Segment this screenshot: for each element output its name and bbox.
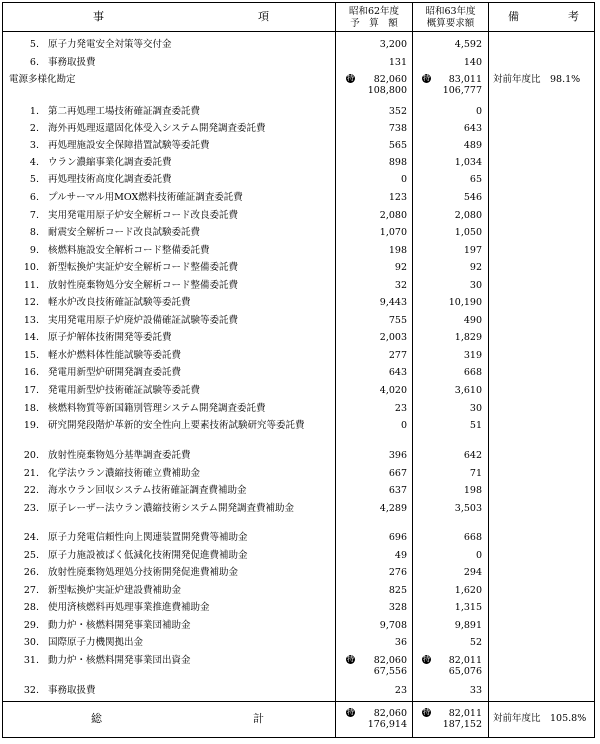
row-fy62-value: 49 [394,550,407,561]
row-label: 化学法ウラン濃縮技術確立費補助金 [48,468,201,479]
row-fy63-value: 546 [463,192,482,203]
row-number: 4. [29,157,39,168]
row-fy63-value: 489 [463,140,482,151]
row-number: 5. [29,174,39,185]
row-fy63-value: 65 [469,174,482,185]
total-label-char2: 計 [253,712,264,725]
account-fy63-value-a: 83,011 [448,74,482,85]
row-label: 原子炉解体技術開発等委託費 [48,332,172,343]
row-label: 動力炉・核燃料開発事業団補助金 [48,620,191,631]
row-label: 第二再処理工場技術確証調査委託費 [48,106,201,117]
row-number: 25. [23,550,39,561]
row-fy63-value: 1,829 [454,332,482,343]
row-label: ウラン濃縮事業化調査委託費 [48,157,172,168]
row-label: 再処理技術高度化調査委託費 [48,174,172,185]
account-row [3,74,594,98]
row-fy63-value: 10,190 [448,297,482,308]
row-fy63-value: 33 [469,685,482,696]
row-fy62-value: 123 [388,192,407,203]
row-fy63-value: 3,503 [454,503,482,514]
row-fy63-value: 294 [463,567,482,578]
row-number: 26. [23,567,39,578]
row-number: 15. [23,350,39,361]
row-fy63-value: 0 [475,106,482,117]
total-row [3,708,594,732]
row-number: 16. [23,367,39,378]
header-remarks-char2: 考 [568,10,579,23]
column-divider [412,3,413,737]
row-label: 核燃料物質等新国籍別管理システム開発調査委託費 [48,403,266,414]
total-fy63-value-a: 82,011 [448,708,482,719]
row-number: 6. [29,57,39,68]
account-remark: 対前年度比 98.1% [493,74,581,85]
row-label: 軽水炉改良技術確証試験等委託費 [48,297,191,308]
row-number: 8. [29,227,39,238]
row-number: 11. [23,280,39,291]
row-number: 27. [23,585,39,596]
row-label: 海水ウラン回収システム技術確証調査費補助金 [48,485,247,496]
row-fy63-value: 30 [469,403,482,414]
row-label: 国際原子力機関拠出金 [48,637,144,648]
account-label: 電源多様化勘定 [9,74,76,85]
row-fy63-value: 0 [475,550,482,561]
row-fy62-value: 23 [394,403,407,414]
row-number: 30. [23,637,39,648]
row-fy62-value: 898 [388,157,407,168]
row-fy62-value: 2,080 [379,210,407,221]
row-fy63-value: 52 [469,637,482,648]
row-fy62-value: 36 [394,637,407,648]
row-fy62-value: 755 [388,315,407,326]
row-number: 3. [29,140,39,151]
row-fy62-value: 277 [388,350,407,361]
row-label: 動力炉・核燃料開発事業団出資金 [48,655,191,666]
row-number: 31. [23,655,39,666]
budget-table [2,2,595,738]
row-fy63-value-a: 82,011 [448,655,482,666]
total-label-char1: 総 [91,712,102,725]
row-fy62-value: 396 [388,450,407,461]
row-fy62-value: 9,443 [379,297,407,308]
row-number: 7. [29,210,39,221]
special-account-marker-icon: 特 [423,708,430,716]
row-label: 事務取扱費 [48,57,96,68]
row-label: 原子力発電信頼性向上関連装置開発費等補助金 [48,532,248,543]
row-fy62-value: 4,289 [379,503,407,514]
row-number: 23. [23,503,39,514]
row-label: 使用済核燃料再処理事業推進費補助金 [48,602,210,613]
row-fy62-value: 643 [388,367,407,378]
header-fy63-line2: 概算要求額 [426,18,475,29]
row-fy62-value: 0 [400,420,407,431]
row-fy63-value: 9,891 [454,620,482,631]
row-fy62-value: 1,070 [379,227,407,238]
row-fy62-value: 198 [388,245,407,256]
table-row [3,655,594,679]
row-fy62-value: 667 [388,468,407,479]
total-fy63-value-b: 187,152 [442,719,482,730]
total-remark: 対前年度比 105.8% [493,713,587,724]
row-fy62-value: 4,020 [379,385,407,396]
row-fy63-value: 2,080 [454,210,482,221]
row-fy63-value: 197 [463,245,482,256]
row-number: 19. [23,420,39,431]
row-fy63-value: 30 [469,280,482,291]
row-fy63-value: 92 [469,262,482,273]
row-fy63-value: 668 [463,367,482,378]
row-number: 13. [23,315,39,326]
header-item-char2: 項 [258,10,269,23]
row-number: 32. [23,685,39,696]
row-fy62-value: 637 [388,485,407,496]
special-account-marker-icon: 特 [347,74,354,82]
header-fy62-line1: 昭和62年度 [348,6,400,17]
special-account-marker-icon: 特 [423,655,430,663]
row-fy63-value-b: 65,076 [448,666,482,677]
row-number: 5. [29,39,39,50]
row-fy62-value: 352 [388,106,407,117]
header-fy63-line1: 昭和63年度 [425,6,476,17]
row-fy62-value: 9,708 [379,620,407,631]
row-label: 海外再処理返還固化体受入システム開発調査委託費 [48,123,266,134]
row-fy62-value: 3,200 [379,39,407,50]
header-item-char1: 事 [93,10,104,23]
row-label: 新型転換炉実証炉安全解析コード整備委託費 [48,262,239,273]
row-label: プルサーマル用MOX燃料技術確証調査委託費 [48,192,243,203]
row-fy63-value: 642 [463,450,482,461]
row-fy63-value: 140 [463,57,482,68]
row-label: 研究開発段階炉革新的安全性向上要素技術試験研究等委託費 [48,420,305,431]
row-fy62-value: 328 [388,602,407,613]
header-divider [3,31,594,32]
row-fy62-value: 131 [388,57,407,68]
row-number: 2. [29,123,39,134]
row-label: 再処理施設安全保障措置試験等委託費 [48,140,210,151]
row-label: 実用発電用原子炉安全解析コード改良委託費 [48,210,239,221]
row-fy62-value: 0 [400,174,407,185]
special-account-marker-icon: 特 [347,708,354,716]
account-fy62-value-b: 108,800 [367,85,407,96]
row-fy62-value: 696 [388,532,407,543]
row-fy62-value: 825 [388,585,407,596]
row-number: 18. [23,403,39,414]
row-label: 耐震安全解析コード改良試験委託費 [48,227,201,238]
header-fy62-line2: 予 算 額 [350,18,398,29]
row-label: 原子力発電安全対策等交付金 [48,39,172,50]
row-fy63-value: 51 [469,420,482,431]
row-number: 22. [23,485,39,496]
row-fy62-value: 32 [394,280,407,291]
account-fy62-value-a: 82,060 [373,74,407,85]
row-label: 実用発電用原子炉廃炉設備確証試験等委託費 [48,315,239,326]
row-label: 事務取扱費 [48,685,96,696]
row-label: 発電用新型炉技術確証試験等委託費 [48,385,201,396]
row-fy62-value: 276 [388,567,407,578]
row-fy62-value-b: 67,556 [373,666,407,677]
row-label: 放射性廃棄物処分安全解析コード整備委託費 [48,280,239,291]
row-number: 20. [23,450,39,461]
row-number: 21. [23,468,39,479]
special-account-marker-icon: 特 [423,74,430,82]
row-fy62-value: 738 [388,123,407,134]
row-label: 原子力施設被ばく低減化技術開発促進費補助金 [48,550,248,561]
row-number: 9. [29,245,39,256]
header-remarks-char1: 備 [508,10,519,23]
total-divider [3,701,594,702]
row-fy63-value: 490 [463,315,482,326]
row-label: 新型転換炉実証炉建設費補助金 [48,585,182,596]
row-number: 1. [29,106,39,117]
row-fy63-value: 4,592 [454,39,482,50]
row-fy63-value: 198 [463,485,482,496]
account-fy63-value-b: 106,777 [442,85,482,96]
row-label: 軽水炉燃料体性能試験等委託費 [48,350,182,361]
row-fy63-value: 1,620 [454,585,482,596]
special-account-marker-icon: 特 [347,655,354,663]
column-divider [488,3,489,737]
row-fy63-value: 71 [469,468,482,479]
row-fy62-value-a: 82,060 [373,655,407,666]
row-label: 核燃料施設安全解析コード整備委託費 [48,245,210,256]
row-label: 原子レーザー法ウラン濃縮技術システム開発調査費補助金 [48,503,295,514]
row-fy63-value: 1,050 [454,227,482,238]
row-number: 29. [23,620,39,631]
row-fy62-value: 23 [394,685,407,696]
row-label: 放射性廃棄物処分基準調査委託費 [48,450,191,461]
row-fy63-value: 319 [463,350,482,361]
row-fy62-value: 92 [394,262,407,273]
row-fy63-value: 1,034 [454,157,482,168]
row-number: 14. [23,332,39,343]
row-fy62-value: 565 [388,140,407,151]
row-number: 6. [29,192,39,203]
row-fy63-value: 3,610 [454,385,482,396]
row-fy63-value: 643 [463,123,482,134]
row-number: 28. [23,602,39,613]
row-number: 10. [23,262,39,273]
total-fy62-value-a: 82,060 [373,708,407,719]
total-fy62-value-b: 176,914 [367,719,407,730]
row-fy63-value: 668 [463,532,482,543]
row-number: 24. [23,532,39,543]
row-label: 発電用新型炉研開発調査委託費 [48,367,182,378]
row-fy62-value: 2,003 [379,332,407,343]
row-number: 12. [23,297,39,308]
column-divider [335,3,336,737]
row-label: 放射性廃棄物処理処分技術開発促進費補助金 [48,567,239,578]
row-number: 17. [23,385,39,396]
row-fy63-value: 1,315 [454,602,482,613]
